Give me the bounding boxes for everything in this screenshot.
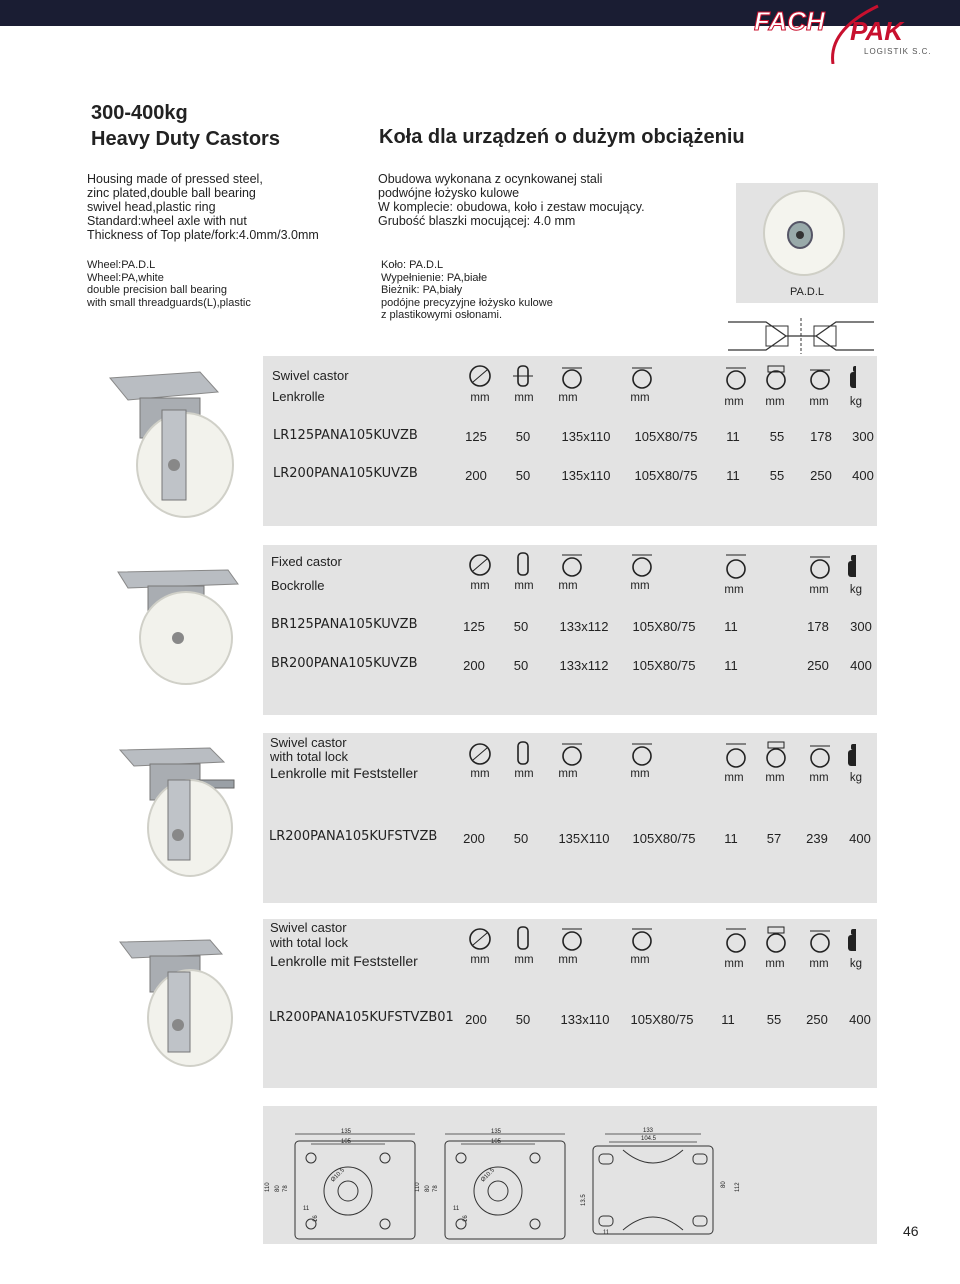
load-weight-icon xyxy=(848,929,856,951)
svg-text:133: 133 xyxy=(643,1128,654,1134)
wheel-diameter: 200 xyxy=(465,1012,487,1027)
plate-size: 133x112 xyxy=(559,658,609,673)
wheel-image-panel xyxy=(736,183,878,303)
wheel-diameter-icon xyxy=(470,744,490,764)
description-en: Housing made of pressed steel, zinc plated,double ball bearing swivel head,plastic ring Standard:wheel axle with nut Thickness of Top plate/fork:4.0mm/3.0mm xyxy=(87,172,319,242)
offset: 55 xyxy=(769,429,785,444)
svg-text:11: 11 xyxy=(603,1230,610,1236)
height: 239 xyxy=(806,831,828,846)
wheel-desc-pl: Koło: PA.D.L Wypełnienie: PA,białe Bieżnik: PA,biały podójne precyzyjne łożysko kulowe z plastikowymi osłonami. xyxy=(381,259,553,321)
svg-text:80: 80 xyxy=(425,1185,431,1192)
plate-drawing-2 xyxy=(415,1129,565,1239)
unit-mm: mm xyxy=(470,954,490,966)
wheel-diameter-icon xyxy=(470,929,490,949)
svg-text:80: 80 xyxy=(275,1185,281,1192)
section3-title: Swivel castor xyxy=(270,735,347,750)
svg-text:80: 80 xyxy=(721,1181,727,1188)
hole-spacing-icon xyxy=(632,555,652,576)
plate-size: 135X110 xyxy=(558,831,610,846)
load-capacity: 300 xyxy=(852,429,874,444)
bolt-hole: 11 xyxy=(726,429,740,444)
wheel-diameter: 200 xyxy=(463,831,485,846)
wheel-diameter-icon xyxy=(470,555,490,575)
section2-title: Fixed castor xyxy=(271,554,342,569)
bolt-hole: 11 xyxy=(721,1012,735,1027)
title-en-line1: 300-400kg xyxy=(91,102,188,124)
wheel-diameter-icon xyxy=(470,366,490,386)
hole-spacing: 105X80/75 xyxy=(630,1012,694,1027)
hole-spacing: 105X80/75 xyxy=(634,468,698,483)
svg-text:Ø10.5: Ø10.5 xyxy=(330,1167,346,1184)
offset-icon xyxy=(767,927,785,952)
brand-sub: LOGISTIK S.C. xyxy=(864,47,932,56)
svg-text:112: 112 xyxy=(735,1182,741,1192)
bolt-hole: 11 xyxy=(724,658,738,673)
svg-text:110: 110 xyxy=(265,1182,271,1192)
title-pl: Koła dla urządzeń o dużym obciążeniu xyxy=(379,126,745,148)
unit-mm: mm xyxy=(724,396,744,408)
wheel-width-icon xyxy=(518,927,528,949)
plate-size: 135x110 xyxy=(561,468,611,483)
wheel-desc-en: Wheel:PA.D.L Wheel:PA,white double precision ball bearing with small threadguards(L),plastic xyxy=(87,259,251,309)
wheel-diameter: 200 xyxy=(463,658,485,673)
section4-subtitle: Lenkrolle mit Feststeller xyxy=(270,953,418,969)
unit-mm: mm xyxy=(558,580,578,592)
unit-mm: mm xyxy=(724,958,744,970)
unit-kg: kg xyxy=(849,396,863,408)
brand-logo xyxy=(738,0,960,64)
unit-mm: mm xyxy=(809,584,829,596)
svg-text:110: 110 xyxy=(415,1182,421,1192)
svg-text:16: 16 xyxy=(313,1215,319,1222)
product-code: BR200PANA105KUVZB xyxy=(271,656,418,671)
section1-subtitle: Lenkrolle xyxy=(272,389,325,404)
load-capacity: 400 xyxy=(849,831,871,846)
section2-header-icons xyxy=(466,551,856,581)
plate-size-icon xyxy=(562,368,582,388)
svg-text:105: 105 xyxy=(491,1139,502,1145)
product-code: LR200PANA105KUVZB xyxy=(273,466,418,481)
svg-text:105: 105 xyxy=(341,1139,352,1145)
unit-kg: kg xyxy=(849,772,863,784)
offset: 55 xyxy=(769,468,785,483)
unit-mm: mm xyxy=(809,958,829,970)
height-icon xyxy=(810,931,830,952)
unit-mm: mm xyxy=(470,392,490,404)
unit-mm: mm xyxy=(630,392,650,404)
section1-title: Swivel castor xyxy=(272,368,349,383)
load-weight-icon xyxy=(850,366,856,388)
height: 178 xyxy=(810,429,832,444)
load-weight-icon xyxy=(848,555,856,577)
wheel-cross-section xyxy=(726,318,876,354)
bolt-hole: 11 xyxy=(726,468,740,483)
unit-mm: mm xyxy=(514,768,534,780)
wheel-width-icon xyxy=(518,553,528,575)
section2-subtitle: Bockrolle xyxy=(271,578,325,593)
unit-mm: mm xyxy=(470,580,490,592)
load-capacity: 400 xyxy=(849,1012,871,1027)
title-en xyxy=(91,100,280,152)
plate-size-icon xyxy=(562,555,582,576)
fixed-castor-image xyxy=(108,560,258,690)
svg-text:11: 11 xyxy=(303,1206,310,1212)
load-capacity: 400 xyxy=(852,468,874,483)
bolt-hole-icon xyxy=(726,929,746,952)
load-capacity: 300 xyxy=(850,619,872,634)
hole-spacing-icon xyxy=(632,929,652,950)
bolt-hole: 11 xyxy=(724,831,738,846)
plate-size-icon xyxy=(562,929,582,950)
unit-mm: mm xyxy=(765,772,785,784)
height: 178 xyxy=(807,619,829,634)
section3-subtitle: Lenkrolle mit Feststeller xyxy=(270,765,418,781)
hole-spacing: 105X80/75 xyxy=(632,831,696,846)
unit-mm: mm xyxy=(514,392,534,404)
offset-icon xyxy=(767,742,785,767)
offset: 57 xyxy=(766,831,782,846)
section3-title2: with total lock xyxy=(270,749,349,764)
plate-size: 135x110 xyxy=(561,429,611,444)
plate-size-icon xyxy=(562,744,582,765)
description-pl: Obudowa wykonana z ocynkowanej stali podwójne łożysko kulowe W komplecie: obudowa, koło i zestaw mocujący. Grubość blaszki mocującej: 4.0 mm xyxy=(378,172,645,228)
product-code: LR200PANA105KUFSTVZB01 xyxy=(269,1010,454,1025)
hole-spacing: 105X80/75 xyxy=(632,619,696,634)
svg-text:104.5: 104.5 xyxy=(641,1136,657,1142)
wheel-width: 50 xyxy=(515,1012,531,1027)
wheel-width-icon xyxy=(513,366,533,386)
technical-drawings xyxy=(263,1106,877,1244)
height: 250 xyxy=(807,658,829,673)
unit-mm: mm xyxy=(630,580,650,592)
hole-spacing-icon xyxy=(632,368,652,388)
svg-text:13.5: 13.5 xyxy=(581,1194,587,1206)
svg-text:78: 78 xyxy=(433,1185,439,1192)
product-code: LR125PANA105KUVZB xyxy=(273,428,418,443)
wheel-width: 50 xyxy=(515,429,531,444)
product-code: LR200PANA105KUFSTVZB xyxy=(269,829,438,844)
unit-mm: mm xyxy=(470,768,490,780)
load-capacity: 400 xyxy=(850,658,872,673)
bolt-hole-icon xyxy=(726,744,746,767)
wheel-width: 50 xyxy=(513,658,529,673)
height: 250 xyxy=(810,468,832,483)
svg-text:11: 11 xyxy=(453,1206,460,1212)
unit-mm: mm xyxy=(558,392,578,404)
wheel-label: PA.D.L xyxy=(790,286,825,298)
wheel-diameter: 125 xyxy=(465,429,487,444)
svg-text:135: 135 xyxy=(491,1129,502,1135)
load-weight-icon xyxy=(848,744,856,766)
swivel-castor-image xyxy=(90,350,250,520)
page-number: 46 xyxy=(903,1223,919,1239)
svg-text:135: 135 xyxy=(341,1129,352,1135)
height-icon xyxy=(810,557,830,578)
hole-spacing: 105X80/75 xyxy=(632,658,696,673)
unit-mm: mm xyxy=(630,954,650,966)
unit-kg: kg xyxy=(849,584,863,596)
brand-name-a: FACH xyxy=(754,6,825,36)
bolt-hole: 11 xyxy=(724,619,738,634)
svg-text:Ø10.5: Ø10.5 xyxy=(480,1167,496,1184)
section1-header-icons xyxy=(466,364,856,392)
bolt-hole-icon xyxy=(726,555,746,578)
height: 250 xyxy=(806,1012,828,1027)
section3-header-icons xyxy=(466,740,856,770)
unit-mm: mm xyxy=(724,772,744,784)
wheel-width: 50 xyxy=(513,619,529,634)
title-en-line2: Heavy Duty Castors xyxy=(91,128,280,150)
height-icon xyxy=(810,370,830,389)
wheel-width: 50 xyxy=(513,831,529,846)
swivel-lock-castor-b01-image xyxy=(110,930,260,1070)
unit-mm: mm xyxy=(765,958,785,970)
wheel-image xyxy=(736,183,878,303)
plate-drawing-3 xyxy=(581,1128,741,1236)
hole-spacing-icon xyxy=(632,744,652,765)
section4-title: Swivel castor xyxy=(270,920,347,935)
wheel-width: 50 xyxy=(515,468,531,483)
hole-spacing: 105X80/75 xyxy=(634,429,698,444)
unit-mm: mm xyxy=(809,772,829,784)
svg-text:16: 16 xyxy=(463,1215,469,1222)
height-icon xyxy=(810,746,830,767)
wheel-diameter: 125 xyxy=(463,619,485,634)
unit-mm: mm xyxy=(765,396,785,408)
plate-size: 133x112 xyxy=(559,619,609,634)
unit-mm: mm xyxy=(514,580,534,592)
brand-name-b: PAK xyxy=(850,16,903,46)
bolt-hole-icon xyxy=(726,368,746,389)
unit-mm: mm xyxy=(630,768,650,780)
unit-mm: mm xyxy=(558,768,578,780)
offset: 55 xyxy=(766,1012,782,1027)
unit-mm: mm xyxy=(558,954,578,966)
section4-header-icons xyxy=(466,925,856,955)
wheel-diameter: 200 xyxy=(465,468,487,483)
plate-size: 133x110 xyxy=(560,1012,610,1027)
unit-mm: mm xyxy=(724,584,744,596)
section4-title2: with total lock xyxy=(270,935,349,950)
svg-text:78: 78 xyxy=(283,1185,289,1192)
swivel-lock-castor-image xyxy=(110,740,260,880)
unit-mm: mm xyxy=(514,954,534,966)
unit-kg: kg xyxy=(849,958,863,970)
plate-drawing-1 xyxy=(265,1129,415,1239)
offset-icon xyxy=(767,366,785,389)
product-code: BR125PANA105KUVZB xyxy=(271,617,418,632)
wheel-width-icon xyxy=(518,742,528,764)
unit-mm: mm xyxy=(809,396,829,408)
